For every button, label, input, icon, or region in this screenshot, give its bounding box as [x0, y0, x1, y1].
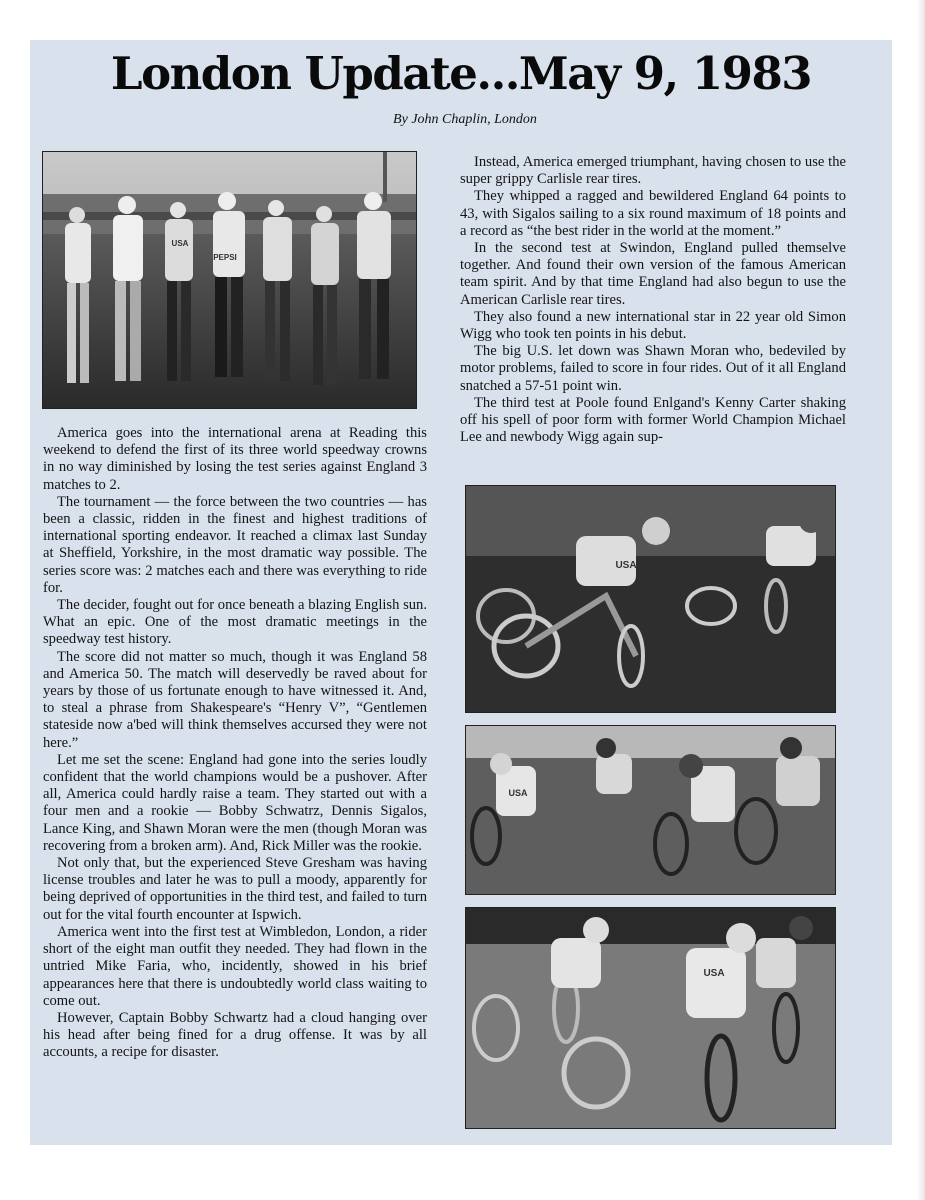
team-photo	[43, 152, 416, 408]
article-byline: By John Chaplin, London	[393, 112, 537, 127]
team-photo-jersey-text: USA	[171, 239, 189, 248]
article-paragraph: They whipped a ragged and bewildered England 64 points to 43, with Sigalos sailing to a six round maximum of 18 points and a record as “the best rider in the world at the moment.”	[460, 188, 846, 239]
race-photo-2	[466, 726, 835, 894]
article-column-left	[43, 425, 427, 1062]
article-paragraph: America goes into the international arena at Reading this weekend to defend the first of its three world speedway crowns in no way diminished by losing the test series against England 3 matches to 2.	[43, 425, 427, 493]
article-paragraph: The decider, fought out for once beneath a blazing English sun. What an epic. One of the most dramatic meetings in the speedway test history.	[43, 597, 427, 648]
team-photo-sponsor-text: PEPSI	[213, 253, 237, 262]
article-paragraph: In the second test at Swindon, England pulled themselve together. And found their own version of the famous American team spirit. And by that time England had also begun to use the American Carlisle rear tires.	[460, 240, 846, 308]
article-paragraph: The tournament — the force between the two countries — has been a classic, ridden in the finest and highest traditions of international sporting endeavor. It reached a climax last Sunday at Sheffield, Yorkshire, in the most dramatic way possible. The series score was: 2 matches each and there was everything to ride for.	[43, 493, 427, 596]
article-paragraph: Let me set the scene: England had gone into the series loudly confident that the world champions would be a pushover. After all, America could hardly raise a team. They started out with a four men and a rookie — Bobby Schwatrz, Dennis Sigalos, Lance King, and Shawn Moran were the men (though Moran was recovering from a broken arm). And, Rick Miller was the rookie.	[43, 751, 427, 854]
race-photo-2-jersey-text: USA	[508, 788, 528, 798]
article-paragraph: America went into the first test at Wimbledon, London, a rider short of the eight man outfit they needed. They had flown in the untried Mike Faria, who, incidently, showed in his brief appearances here that there is undoubtedly world class waiting to come out.	[43, 923, 427, 1009]
article-paragraph: The third test at Poole found Enlgand's Kenny Carter shaking off his spell of poor form with former World Champion Michael Lee and newbody Wigg again sup-	[460, 394, 846, 446]
article-column-right	[460, 154, 846, 446]
article-paragraph: Not only that, but the experienced Steve Gresham was having license troubles and later he was to pull a moody, apparently for being deprived of opportunities in the third test, and failed to turn out for the vital fourth encounter at Ispwich.	[43, 855, 427, 923]
race-photo-3	[466, 908, 835, 1128]
page-edge	[917, 0, 925, 1200]
race-photo-1	[466, 486, 835, 712]
article-title: London Update...May 9, 1983	[110, 47, 812, 100]
article-paragraph: However, Captain Bobby Schwartz had a cloud hanging over his head after being fined for a drug offense. It was by all accounts, a recipe for disaster.	[43, 1009, 427, 1061]
article-paragraph: Instead, America emerged triumphant, having chosen to use the super grippy Carlisle rear tires.	[460, 154, 846, 188]
article-paragraph: The big U.S. let down was Shawn Moran who, bedeviled by motor problems, failed to score in four rides. Out of it all England snatched a 57-51 point win.	[460, 343, 846, 394]
race-photo-3-jersey-text: USA	[703, 968, 725, 979]
race-photo-1-jersey-text: USA	[615, 560, 637, 571]
article-paragraph: The score did not matter so much, though it was England 58 and America 50. The match will deservedly be raved about for years by those of us fortunate enough to have witnessed it. And, to steal a phrase from Shakespeare's “Henry V”, “Gentlemen stateside now a'bed will think themselves accursed they were not here.”	[43, 648, 427, 751]
article-paragraph: They also found a new international star in 22 year old Simon Wigg who took ten points in his debut.	[460, 308, 846, 343]
